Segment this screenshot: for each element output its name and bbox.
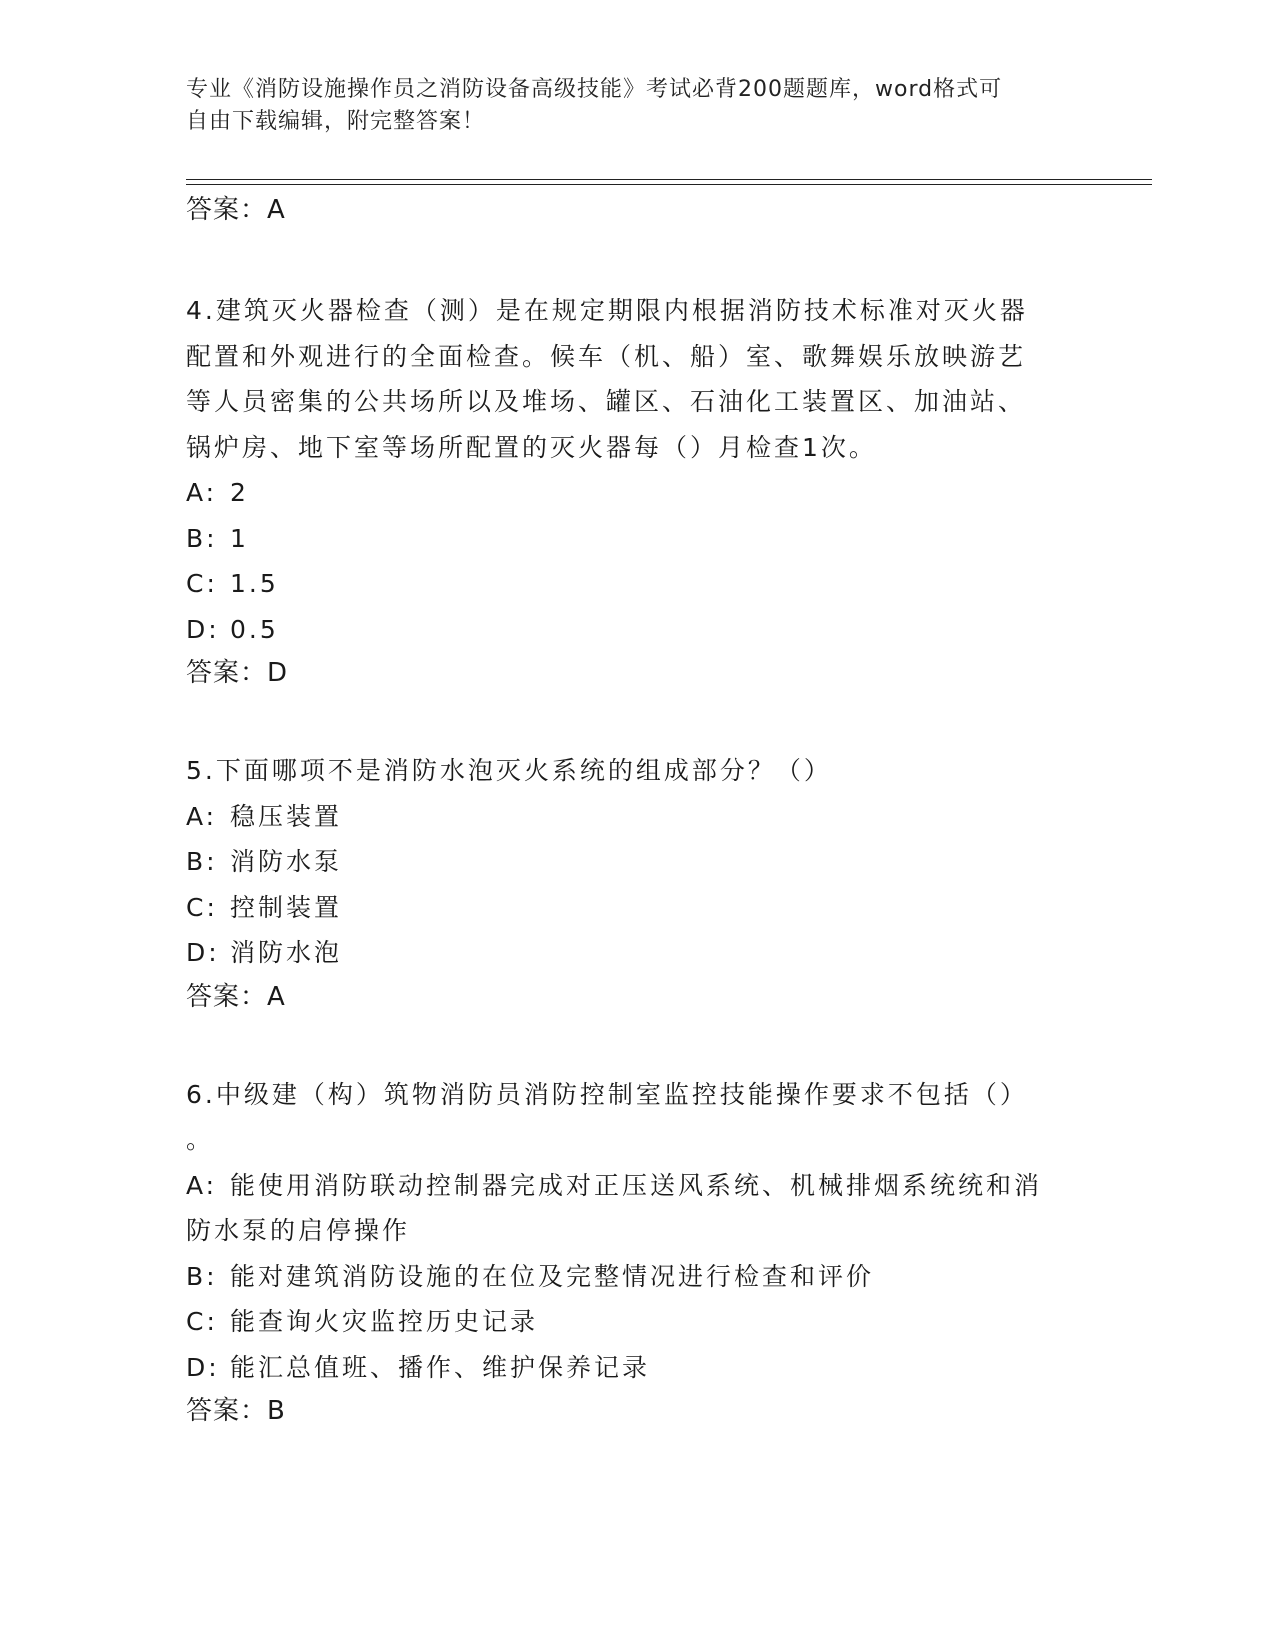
option-b xyxy=(186,1254,1086,1300)
option-text: 控制装置 xyxy=(230,892,343,922)
question-text: 锅炉房、地下室等场所配置的灭火器每（）月检查1次。 xyxy=(186,432,877,462)
header-rule-top xyxy=(186,179,1152,180)
option-c xyxy=(186,1299,1086,1345)
option-text: 能汇总值班、播作、维护保养记录 xyxy=(230,1352,651,1382)
answer-line: 答案：A xyxy=(186,981,286,1012)
option-key: A: xyxy=(186,801,218,831)
document-body xyxy=(186,190,1086,1432)
option-c xyxy=(186,885,1086,931)
option-b xyxy=(186,516,1086,562)
option-a xyxy=(186,794,1086,840)
option-d xyxy=(186,930,1086,976)
option-a xyxy=(186,1163,1086,1209)
question-text: 4.建筑灭火器检查（测）是在规定期限内根据消防技术标准对灭火器 xyxy=(186,296,1028,325)
option-key: B: xyxy=(186,847,218,876)
option-text: 消防水泵 xyxy=(230,847,343,876)
header-rule-bottom xyxy=(186,184,1152,185)
option-d xyxy=(186,1345,1086,1391)
option-text: 1.5 xyxy=(230,569,279,598)
option-key: D: xyxy=(186,938,220,967)
option-text: 0.5 xyxy=(230,614,279,644)
option-text: 能查询火灾监控历史记录 xyxy=(230,1307,539,1336)
option-key: C: xyxy=(186,569,218,598)
option-key: B: xyxy=(186,1261,218,1291)
option-a-continuation: 防水泵的启停操作 xyxy=(186,1216,411,1245)
question-text: 等人员密集的公共场所以及堆场、罐区、石油化工装置区、加油站、 xyxy=(186,387,1027,416)
option-key: C: xyxy=(186,892,218,922)
option-key: B: xyxy=(186,523,218,553)
option-text: 能使用消防联动控制器完成对正压送风系统、机械排烟系统统和消 xyxy=(230,1170,1043,1200)
option-key: D: xyxy=(186,614,220,644)
option-key: A: xyxy=(186,478,218,507)
option-text: 能对建筑消防设施的在位及完整情况进行检查和评价 xyxy=(230,1261,875,1291)
question-text: 5.下面哪项不是消防水泡灭火系统的组成部分？（） xyxy=(186,756,832,785)
question-5 xyxy=(186,748,1086,1018)
question-text: 。 xyxy=(186,1125,215,1154)
header-line-2: 自由下载编辑，附完整答案！ xyxy=(186,109,486,134)
option-key: D: xyxy=(186,1352,220,1382)
option-b xyxy=(186,839,1086,885)
answer-line: 答案：B xyxy=(186,1396,286,1426)
question-4 xyxy=(186,288,1086,694)
header-line-1: 专业《消防设施操作员之消防设备高级技能》考试必背200题题库，word格式可 xyxy=(186,77,1003,102)
option-key: A: xyxy=(186,1170,218,1200)
option-c xyxy=(186,561,1086,607)
answer-line: 答案：D xyxy=(186,658,289,688)
question-text: 6.中级建（构）筑物消防员消防控制室监控技能操作要求不包括（） xyxy=(186,1079,1028,1109)
option-d xyxy=(186,607,1086,653)
answer-line: 答案：A xyxy=(186,195,286,225)
option-text: 1 xyxy=(230,523,249,553)
document-header xyxy=(186,74,1086,138)
option-text: 2 xyxy=(230,478,249,507)
question-text: 配置和外观进行的全面检查。候车（机、船）室、歌舞娱乐放映游艺 xyxy=(186,341,1027,371)
option-key: C: xyxy=(186,1307,218,1336)
option-text: 消防水泡 xyxy=(230,938,343,967)
option-text: 稳压装置 xyxy=(230,801,343,831)
option-a xyxy=(186,470,1086,516)
question-6 xyxy=(186,1072,1086,1433)
